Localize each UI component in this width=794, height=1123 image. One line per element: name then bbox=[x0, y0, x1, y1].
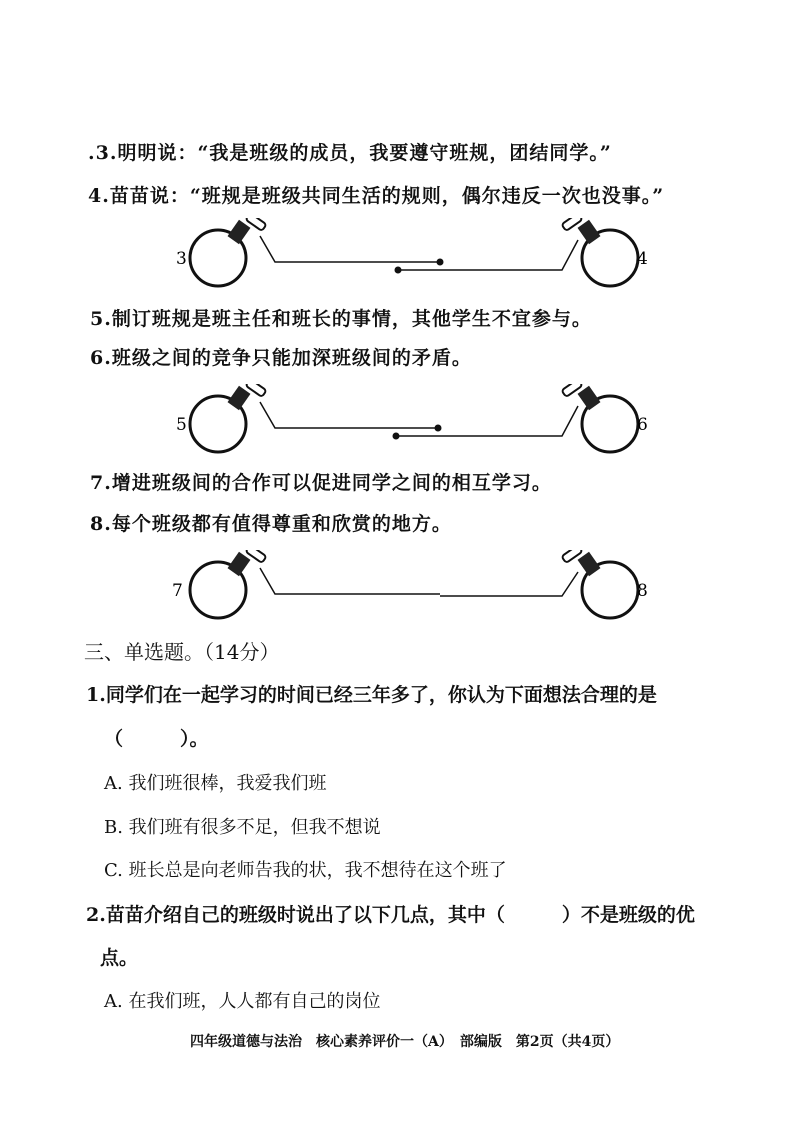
bulb-right bbox=[562, 384, 638, 452]
wire-right bbox=[396, 406, 578, 436]
statement-5 bbox=[90, 304, 592, 331]
statement-number: .3. bbox=[88, 142, 118, 164]
bulb-label-left: 5 bbox=[176, 415, 187, 435]
bulb-circuit-7-8 bbox=[0, 550, 794, 630]
statement-number: 4. bbox=[88, 185, 110, 207]
statement-text: 每个班级都有值得尊重和欣赏的地方。 bbox=[111, 513, 452, 535]
wire-left bbox=[260, 236, 440, 262]
bulb-right bbox=[562, 218, 638, 286]
bulb-circuit-5-6 bbox=[0, 384, 794, 464]
bulb-label-left: 3 bbox=[176, 249, 187, 269]
bulb-circuit-3-4 bbox=[0, 218, 794, 298]
wire-left bbox=[260, 568, 440, 594]
bulb-right bbox=[562, 550, 638, 618]
statement-text: 明明说：“我是班级的成员，我要遵守班规，团结同学。” bbox=[117, 142, 612, 164]
question-2-line-1: 2.苗苗介绍自己的班级时说出了以下几点，其中（ ）不是班级的优 bbox=[86, 904, 695, 926]
statement-8 bbox=[90, 509, 452, 536]
bulb-label-left: 7 bbox=[172, 581, 183, 601]
statement-3 bbox=[88, 138, 612, 165]
statement-4 bbox=[88, 181, 664, 208]
statement-text: 班级之间的竞争只能加深班级间的矛盾。 bbox=[111, 347, 472, 369]
wire-left bbox=[260, 402, 438, 428]
wire-right bbox=[398, 240, 578, 270]
statement-text: 制订班规是班主任和班长的事情，其他学生不宜参与。 bbox=[111, 308, 592, 330]
statement-number: 6. bbox=[90, 347, 112, 369]
statement-number: 8. bbox=[90, 513, 112, 535]
question-1-line-1: 1.同学们在一起学习的时间已经三年多了，你认为下面想法合理的是 bbox=[86, 684, 657, 706]
bulb-label-right: 4 bbox=[637, 249, 648, 269]
wire-right bbox=[440, 572, 578, 596]
statement-text: 增进班级间的合作可以促进同学之间的相互学习。 bbox=[111, 472, 552, 494]
option-b: B. 我们班有很多不足，但我不想说 bbox=[104, 817, 381, 838]
option-c: C. 班长总是向老师告我的状，我不想待在这个班了 bbox=[104, 860, 507, 881]
bulb-left bbox=[190, 218, 266, 286]
statement-number: 5. bbox=[90, 308, 112, 330]
bulb-label-right: 6 bbox=[637, 415, 648, 435]
statement-number: 7. bbox=[90, 472, 112, 494]
question-1-blank: （ ）。 bbox=[104, 728, 209, 750]
statement-7 bbox=[90, 468, 552, 495]
question-2-line-2: 点。 bbox=[100, 947, 139, 969]
statement-text: 苗苗说：“班规是班级共同生活的规则，偶尔违反一次也没事。” bbox=[109, 185, 665, 207]
option-a: A. 在我们班，人人都有自己的岗位 bbox=[104, 991, 381, 1012]
page-footer: 四年级道德与法治 核心素养评价一（A） 部编版 第2页（共4页） bbox=[190, 1034, 620, 1050]
bulb-left bbox=[190, 550, 266, 618]
section-title: 三、单选题。（14分） bbox=[84, 640, 280, 664]
bulb-left bbox=[190, 384, 266, 452]
bulb-label-right: 8 bbox=[637, 581, 648, 601]
statement-6 bbox=[90, 343, 472, 370]
option-a: A. 我们班很棒，我爱我们班 bbox=[104, 773, 327, 794]
